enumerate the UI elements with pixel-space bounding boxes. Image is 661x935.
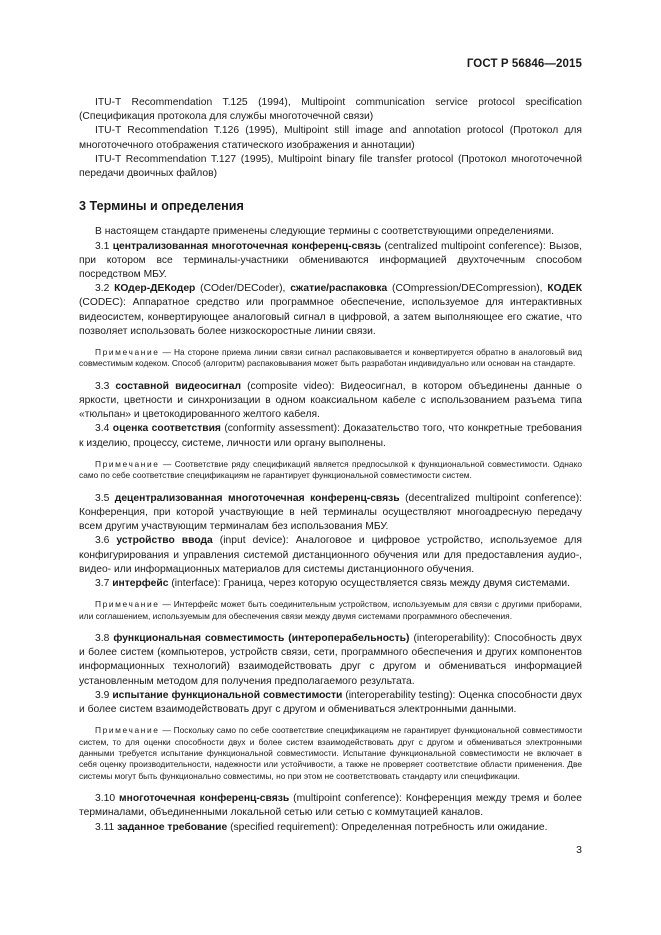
term-english: (COmpression/DECompression), bbox=[387, 283, 548, 295]
term-name: децентрализованная многоточечная конференц-связь bbox=[114, 492, 400, 504]
term-name: функциональная совместимость (интероперабельность) bbox=[113, 632, 410, 644]
term-definition: (conformity assessment): Доказательство того, что конкретные требования к изделию, процессу, системе, личности или органу выполнены. bbox=[79, 423, 582, 449]
term-definition: (centralized multipoint conference): Вызов, при котором все терминалы-участники обмениваются информацией двухточечным способом посредством МБУ. bbox=[79, 240, 583, 281]
term-number: 3.6 bbox=[95, 535, 117, 547]
term-number: 3.2 bbox=[95, 283, 115, 295]
term-name: устройство ввода bbox=[116, 535, 213, 547]
reference-t127: ITU-T Recommendation T.127 (1995), Multipoint binary file transfer protocol (Протокол многоточечной передачи двоичных файлов) bbox=[79, 153, 582, 180]
term-number: 3.11 bbox=[95, 821, 118, 833]
note-3-2 bbox=[79, 347, 582, 370]
term-definition: (interoperability testing): Оценка способности двух и более систем взаимодействовать друг с другом и обмениваться электронными данными. bbox=[79, 689, 583, 715]
term-name: централизованная многоточечная конференц-связь bbox=[112, 240, 382, 252]
term-3-2 bbox=[79, 282, 582, 339]
term-number: 3.9 bbox=[95, 689, 113, 701]
term-name: КОДЕК bbox=[547, 283, 582, 295]
term-3-11 bbox=[79, 821, 582, 835]
term-3-10 bbox=[79, 792, 582, 820]
term-3-9 bbox=[79, 689, 582, 717]
term-number: 3.10 bbox=[95, 793, 120, 805]
term-3-4 bbox=[79, 422, 582, 450]
term-definition: (multipoint conference): Конференция между тремя и более терминалами, объединенными локальной сетью или сетью с коммутацией каналов. bbox=[79, 793, 583, 819]
term-definition: (interoperability): Способность двух и более систем (компьютеров, устройств связи, сети, программного обеспечения и других компонентов информационных технологий) взаимодействовать друг с другом и обмениваться информацией установленным методом для получения предполагаемого результата. bbox=[79, 632, 582, 687]
term-3-7 bbox=[79, 577, 582, 591]
note-dash: — bbox=[159, 725, 174, 736]
term-definition: (composite video): Видеосигнал, в котором объединены данные о яркости, цветности и синхронизации в одном коаксиальном кабеле с использованием разъема типа «тюльпан» и цветокодированного желтого кабеля. bbox=[79, 380, 582, 421]
term-3-5 bbox=[79, 492, 582, 535]
term-name: оценка соответствия bbox=[112, 423, 221, 435]
term-3-6 bbox=[79, 534, 582, 577]
note-label: Примечание bbox=[95, 599, 160, 610]
note-dash: — bbox=[159, 599, 174, 610]
reference-t126: ITU-T Recommendation T.126 (1995), Multipoint still image and annotation protocol (Протокол для многоточечного отображения статического изображения и аннотации) bbox=[79, 125, 582, 151]
term-name: испытание функциональной совместимости bbox=[112, 689, 343, 701]
term-3-3 bbox=[79, 380, 582, 423]
note-text: На стороне приема линии связи сигнал распаковывается и конвертируется обратно в аналоговый вид совместимым кодеком. Способ (алгоритм) распаковывания может быть разработан индивидуально или основан на стандарте. bbox=[79, 347, 582, 369]
term-name: сжатие/распаковка bbox=[290, 283, 388, 295]
note-dash: — bbox=[159, 347, 174, 358]
intro-paragraph: В настоящем стандарте применены следующие термины с соответствующими определениями. bbox=[95, 226, 555, 238]
term-definition: (CODEC): Аппаратное средство или программное обеспечение, используемое для интерактивных видеосистем, конвертирующее аналоговый сигнал в цифровой, а затем выполняющее его сжатие, что позволяет использовать более низкоскоростные линии связи. bbox=[79, 297, 582, 337]
term-number: 3.7 bbox=[95, 577, 113, 589]
note-label: Примечание bbox=[95, 458, 160, 469]
term-name: составной видеосигнал bbox=[115, 380, 241, 392]
note-3-4 bbox=[79, 459, 582, 482]
note-label: Примечание bbox=[95, 347, 160, 358]
term-number: 3.8 bbox=[95, 632, 114, 644]
term-3-8 bbox=[79, 632, 582, 689]
reference-t125: ITU-T Recommendation T.125 (1994), Multipoint communication service protocol specification (Спецификация протокола для службы многоточечной связи) bbox=[79, 97, 582, 123]
term-definition: (input device): Аналоговое и цифровое устройство, используемое для конфигурирования и управления системой дистанционного обучения или для предоставления аудио-, видео- или информационных материалов для системы дистанционного обучения. bbox=[79, 535, 582, 575]
term-definition: (interface): Граница, через которую осуществляется связь между двумя системами. bbox=[168, 577, 570, 589]
term-number: 3.4 bbox=[95, 423, 113, 435]
term-number: 3.1 bbox=[95, 240, 113, 252]
note-3-9 bbox=[79, 725, 582, 782]
page-number: 3 bbox=[576, 844, 582, 856]
note-text: Интерфейс может быть соединительным устройством, используемым для связи с другими приборами, или соглашением, используемым для обеспечения связи между двумя системами программного обеспечения. bbox=[79, 599, 582, 621]
note-label: Примечание bbox=[95, 725, 160, 736]
term-english: (COder/DECoder), bbox=[195, 283, 291, 295]
term-definition: (specified requirement): Определенная потребность или ожидание. bbox=[227, 821, 548, 833]
term-3-1 bbox=[79, 240, 582, 283]
document-code: ГОСТ Р 56846—2015 bbox=[466, 58, 582, 70]
term-name: многоточечная конференц-связь bbox=[119, 793, 290, 805]
note-dash: — bbox=[159, 458, 175, 469]
term-name: интерфейс bbox=[112, 577, 169, 589]
term-name: заданное требование bbox=[117, 821, 228, 833]
term-number: 3.5 bbox=[95, 492, 115, 504]
note-text: Поскольку само по себе соответствие спецификациям не гарантирует функциональной совместимости систем, то для оценки способности двух и более систем взаимодействовать друг с другом и обмениваться электронными данными требуется испытание функциональной совместимости. Испытание функциональной совместимости не включает в себя оценку производительности, надежности или устойчивости, а также не проверяет соответствие области применения. Две системы могут быть функционально совместимы, но при этом не соответствовать стандарту или спецификации. bbox=[79, 725, 582, 781]
page-body bbox=[79, 96, 582, 835]
term-name: КОдер-ДЕКодер bbox=[114, 283, 196, 295]
term-number: 3.3 bbox=[95, 380, 116, 392]
section-heading: 3 Термины и определения bbox=[79, 199, 244, 214]
note-text: Соответствие ряду спецификаций является предпосылкой к функциональной совместимости. Однако само по себе соответствие спецификациям не гарантирует функциональной совместимости систем. bbox=[79, 458, 583, 481]
term-definition: (decentralized multipoint conference): Конференция, при которой участвующие в ней терминалы осуществляют многоадресную передачу всем другим участвующим терминалам без использования МБУ. bbox=[79, 492, 582, 533]
note-3-7 bbox=[79, 599, 582, 622]
